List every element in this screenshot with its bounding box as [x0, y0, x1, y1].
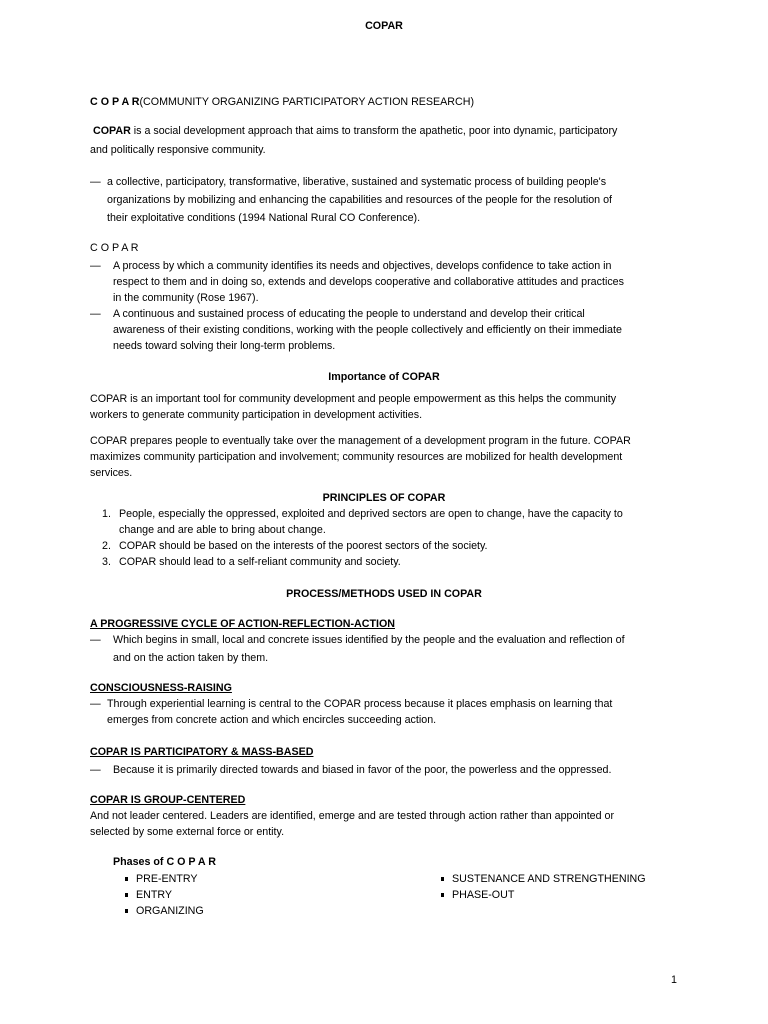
section-title-action-reflection: A PROGRESSIVE CYCLE OF ACTION-REFLECTION-ACTION [90, 618, 395, 630]
importance-p1-line: workers to generate community participation in development activities. [90, 409, 423, 421]
page-title: COPAR [365, 20, 403, 32]
section-line: Through experiential learning is central to the COPAR process because it places emphasis on learning that [107, 698, 613, 710]
importance-p1-line: COPAR is an important tool for community development and people empowerment as this helps the community [90, 393, 617, 405]
intro-heading-bold: C O P A R [90, 96, 140, 108]
copar-def-line: A continuous and sustained process of educating the people to understand and develop their critical [113, 308, 585, 320]
principle-line: COPAR should be based on the interests of the poorest sectors of the society. [119, 540, 488, 552]
section-title-consciousness: CONSCIOUSNESS-RAISING [90, 682, 232, 694]
dash-bullet-icon: — [90, 634, 101, 646]
phases-heading: Phases of C O P A R [113, 856, 216, 868]
section-line: and on the action taken by them. [113, 652, 269, 664]
intro-bullet-line: a collective, participatory, transformative, liberative, sustained and systematic process of building people's [107, 176, 607, 188]
dash-bullet-icon: — [90, 308, 101, 320]
importance-p2-line: COPAR prepares people to eventually take over the management of a development program in the future. COPAR [90, 435, 631, 447]
section-line: emerges from concrete action and which encircles succeeding action. [107, 714, 437, 726]
page-number: 1 [671, 974, 677, 986]
copar-def-line: respect to them and in doing so, extends and develops cooperative and collaborative attitudes and practices [113, 276, 624, 288]
copar-def-line: needs toward solving their long-term problems. [113, 340, 336, 352]
phase-item: SUSTENANCE AND STRENGTHENING [452, 873, 646, 885]
square-bullet-icon [125, 877, 128, 881]
definition-term: COPAR [93, 125, 131, 137]
importance-heading: Importance of COPAR [328, 371, 440, 383]
principle-number: 2. [102, 540, 111, 552]
process-heading: PROCESS/METHODS USED IN COPAR [286, 588, 482, 600]
definition-text: is a social development approach that aims to transform the apathetic, poor into dynamic, participatory [130, 125, 618, 137]
principle-line: change and are able to bring about change. [119, 524, 326, 536]
section-line: And not leader centered. Leaders are identified, emerge and are tested through action rather than appointed or [90, 810, 615, 822]
square-bullet-icon [441, 877, 444, 881]
copar-def-line: A process by which a community identifies its needs and objectives, develops confidence to take action in [113, 260, 612, 272]
section-line: Because it is primarily directed towards and biased in favor of the poor, the powerless and the oppressed. [113, 764, 612, 776]
section-title-group-centered: COPAR IS GROUP-CENTERED [90, 794, 246, 806]
section-line: Which begins in small, local and concrete issues identified by the people and the evaluation and reflection of [113, 634, 625, 646]
phase-item: PHASE-OUT [452, 889, 515, 901]
principles-heading: PRINCIPLES OF COPAR [322, 492, 446, 504]
phase-item: ORGANIZING [136, 905, 204, 917]
section-title-participatory: COPAR IS PARTICIPATORY & MASS-BASED [90, 746, 314, 758]
definition-line-2: and politically responsive community. [90, 144, 266, 156]
principle-line: COPAR should lead to a self-reliant community and society. [119, 556, 401, 568]
copar-def-line: awareness of their existing conditions, working with the people collectively and efficiently on their immediate [113, 324, 622, 336]
square-bullet-icon [441, 893, 444, 897]
principle-line: People, especially the oppressed, exploited and deprived sectors are open to change, have the capacity to [119, 508, 623, 520]
principle-number: 3. [102, 556, 111, 568]
definition-line-1 [93, 123, 617, 139]
importance-p2-line: maximizes community participation and involvement; community resources are mobilized for health development [90, 451, 623, 463]
copar-subheading: C O P A R [90, 242, 139, 254]
phase-item: ENTRY [136, 889, 173, 901]
intro-bullet-line: their exploitative conditions (1994 National Rural CO Conference). [107, 212, 421, 224]
phase-item: PRE-ENTRY [136, 873, 198, 885]
dash-bullet-icon: — [90, 698, 101, 710]
intro-heading-rest: (COMMUNITY ORGANIZING PARTICIPATORY ACTION RESEARCH) [139, 96, 475, 108]
section-line: selected by some external force or entity. [90, 826, 285, 838]
dash-bullet-icon: — [90, 260, 101, 272]
intro-heading [90, 94, 474, 110]
square-bullet-icon [125, 909, 128, 913]
intro-bullet-line: organizations by mobilizing and enhancing the capabilities and resources of the people for the resolution of [107, 194, 613, 206]
copar-def-line: in the community (Rose 1967). [113, 292, 259, 304]
square-bullet-icon [125, 893, 128, 897]
dash-bullet-icon: — [90, 764, 101, 776]
dash-bullet-icon: — [90, 176, 101, 188]
importance-p2-line: services. [90, 467, 133, 479]
principle-number: 1. [102, 508, 111, 520]
